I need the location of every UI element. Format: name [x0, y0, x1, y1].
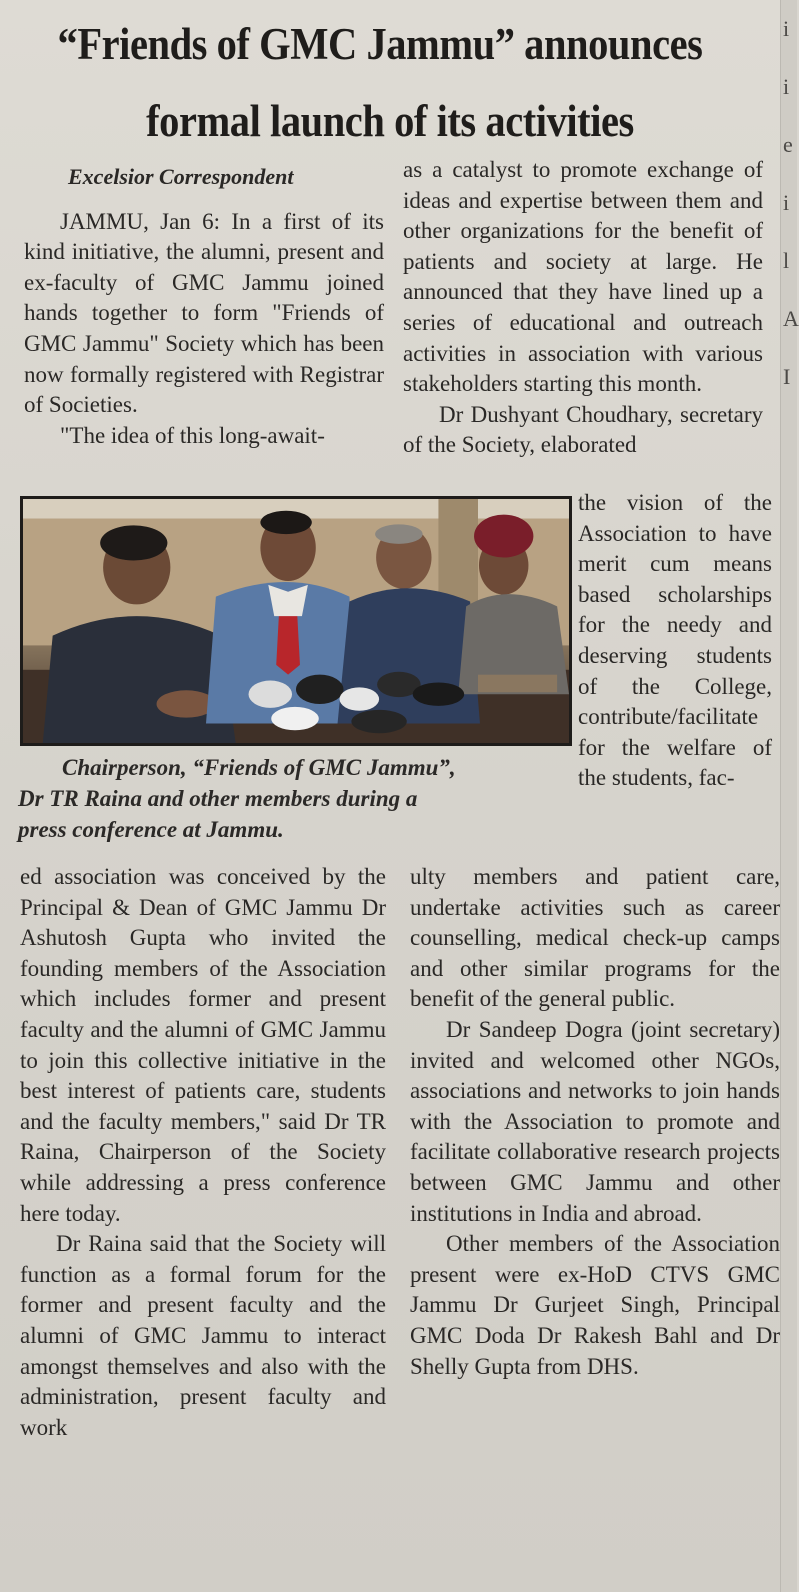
caption-line: press conference at Jammu. [18, 817, 284, 842]
paragraph: Dr Dushyant Choudhary, secretary of the Society, elaborated [403, 401, 763, 458]
column-4 [410, 862, 780, 1382]
edge-fragment: l [783, 248, 790, 273]
edge-fragment: A [783, 306, 799, 331]
column-2 [403, 155, 763, 461]
photo-illustration [23, 499, 569, 743]
edge-fragment: i [783, 16, 790, 41]
press-conference-photo [20, 496, 572, 746]
column-2-wrap [578, 488, 772, 794]
edge-fragment: i [783, 74, 790, 99]
headline-line-1: “Friends of GMC Jammu” announces [57, 19, 703, 69]
paragraph: ed association was conceived by the Principal & Dean of GMC Jammu Dr Ashutosh Gupta who invited the founding members of the Association which includes former and present faculty and the alumni of GMC Jammu to join this collective initiative in the best interest of patients care, students and the faculty members," said Dr TR Raina, Chairperson of the Society while addressing a press conference here today. [20, 864, 386, 1226]
paragraph: "The idea of this long-await- [60, 422, 325, 448]
paragraph: ulty members and patient care, undertake activities such as career counselling, medical check-up camps and other similar programs for the benefit of the general public. [410, 864, 780, 1012]
paragraph: Dr Sandeep Dogra (joint secretary) invited and welcomed other NGOs, associations and networks to join hands with the Association to promote and facilitate collaborative research projects between GMC Jammu and other institutions in India and abroad. [410, 1016, 780, 1226]
column-3 [20, 862, 386, 1443]
paragraph: Dr Raina said that the Society will function as a formal forum for the former and present faculty and the alumni of GMC Jammu to interact amongst themselves and also with the administration, present faculty and work [20, 1231, 386, 1440]
caption-line: Chairperson, “Friends of GMC Jammu”, [62, 755, 456, 780]
photo-caption [18, 752, 574, 845]
paragraph: Other members of the Association present were ex-HoD CTVS GMC Jammu Dr Gurjeet Singh, Principal GMC Doda Dr Rakesh Bahl and Dr Shelly Gupta from DHS. [410, 1231, 780, 1379]
byline: Excelsior Correspondent [68, 164, 294, 189]
caption-line: Dr TR Raina and other members during a [18, 786, 418, 811]
adjacent-column-edge [780, 0, 797, 1592]
paragraph: the vision of the Association to have merit cum means based scholarships for the needy and deserving students of the College, contribute/facilitate for the welfare of the students, fac- [578, 490, 772, 791]
paragraph: as a catalyst to promote exchange of ideas and expertise between them and other organizations for the benefit of patients and society at large. He announced that they have lined up a series of educational and outreach activities in association with various stakeholders starting this month. [403, 157, 763, 397]
edge-fragment: I [783, 364, 791, 389]
edge-fragment: e [783, 132, 793, 157]
edge-fragment: i [783, 190, 790, 215]
column-1 [24, 162, 384, 451]
paragraph: JAMMU, Jan 6: In a first of its kind initiative, the alumni, present and ex-faculty of GMC Jammu joined hands together to form "Friends of GMC Jammu" Society which has been now formally registered with Registrar of Societies. [24, 208, 384, 418]
headline-line-2: formal launch of its activities [146, 96, 634, 146]
